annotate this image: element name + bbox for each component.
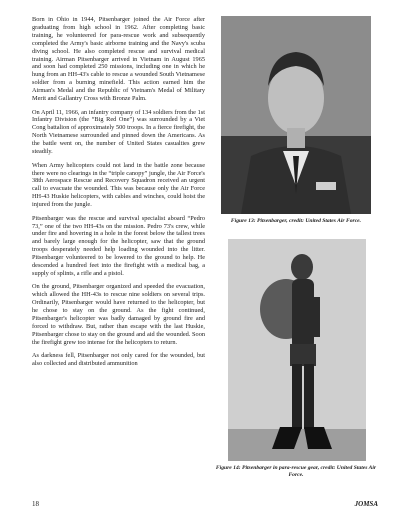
figure-column bbox=[214, 16, 378, 479]
figure-caption: Figure 14: Pitsenbarger in para-rescue gear, credit: United States Air Force. bbox=[215, 465, 377, 478]
pararescue-photo bbox=[228, 239, 366, 461]
article-paragraph: As darkness fell, Pitsenbarger not only cared for the wounded, but also collected and distributed ammunition bbox=[32, 352, 205, 368]
article-paragraph: When Army helicopters could not land in the battle zone because there were no clearings in the “triple canopy” jungle, the Air Force's 38th Aerospace Rescue and Recovery Squadron received an urgent call to evacuate the wounded. This was because only the Air Force HH-43 Huskie helicopters, with cables and winches, could hoist the injured from the jungle. bbox=[32, 161, 205, 209]
page-number: 18 bbox=[32, 500, 39, 508]
figure-caption: Figure 13: Pitsenbarger, credit: United States Air Force. bbox=[230, 218, 362, 224]
article-paragraph: On the ground, Pitsenbarger organized and speeded the evacuation, which allowed the HH-43s to rescue nine soldiers on several trips. Ordinarily, Pitsenbarger would have returned to the helicopter, but he chose to stay on the ground. As the fight continued, Pitsenbarger's helicopter was badly damaged by ground fire and forced to withdraw. But, rather than escape with the last Huskie, Pitsenbarger chose to stay on the ground and aid the wounded. Soon the firefight grew too intense for the helicopters to return. bbox=[32, 283, 205, 346]
article-paragraph: On April 11, 1966, an infantry company of 134 soldiers from the 1st Infantry Division (the “Big Red One”) was surrounded by a Viet Cong battalion of approximately 500 troops. In a fierce firefight, the North Vietnamese surrounded and pinned down the Americans. As the battle went on, the number of United States casualties grew steadily. bbox=[32, 108, 205, 156]
journal-name: JOMSA bbox=[354, 500, 378, 508]
article-paragraph: Born in Ohio in 1944, Pitsenbarger joined the Air Force after graduating from high school in 1962. After completing basic training, he volunteered for para-rescue work and subsequently completed the Army's basic airborne training and the Navy's scuba diving school. He also completed rescue and survival medical training. Airman Pitsenbarger arrived in Vietnam in August 1965 and soon had completed 250 missions, including one in which he hung from an HH-43's cable to rescue a wounded South Vietnamese soldier from a burning minefield. This action earned him the Airman's Medal and the Republic of Vietnam's Medal of Military Merit and Gallantry Cross with Bronze Palm. bbox=[32, 16, 205, 103]
article-column bbox=[32, 16, 205, 374]
portrait-photo bbox=[221, 16, 371, 214]
article-paragraph: Pitsenbarger was the rescue and survival specialist aboard “Pedro 73,” one of the two HH-43s on the mission. Pedro 73's crew, while under fire and hovering in a hole in the forest below the tallest trees and barely large enough for the helicopter, saw that the ground troops desperately needed help loading wounded into the litter. Pitsenbarger volunteered to be lowered to the ground to help. He descended a hundred feet into the firefight with a medical bag, a supply of splints, a rifle and a pistol. bbox=[32, 214, 205, 277]
